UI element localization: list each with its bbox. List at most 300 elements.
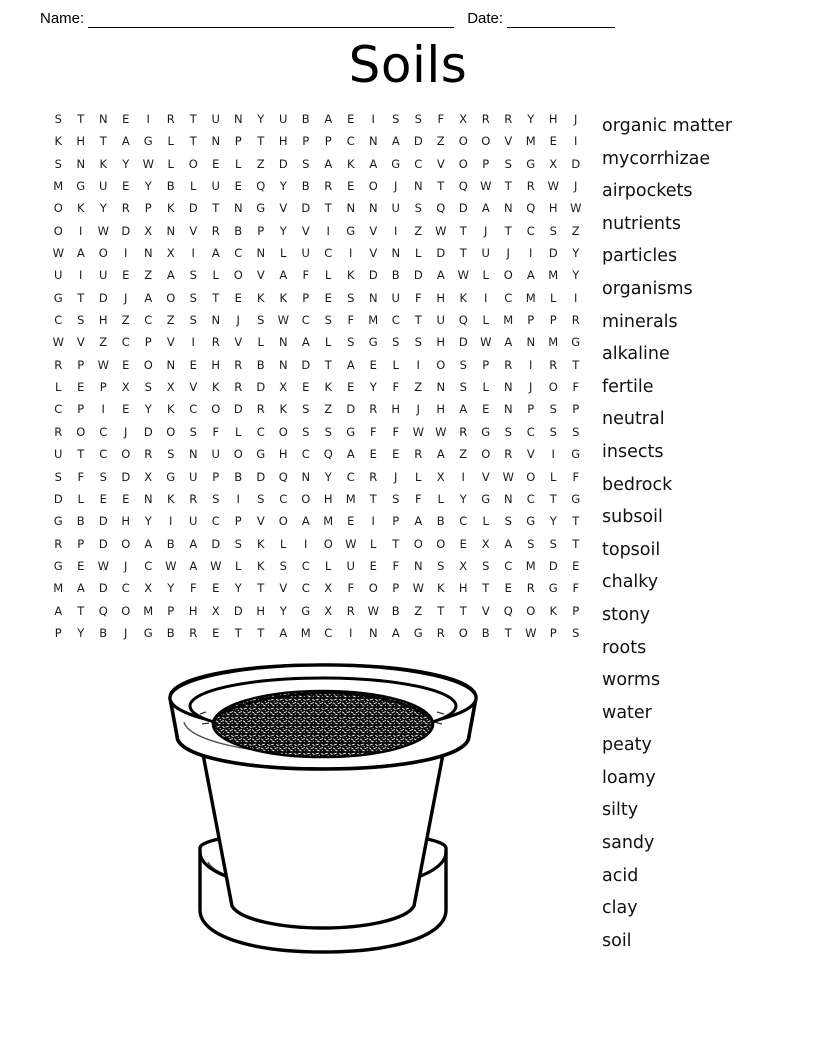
grid-letter[interactable]: O xyxy=(458,625,468,640)
grid-letter[interactable]: C xyxy=(301,447,310,462)
grid-letter[interactable]: R xyxy=(234,357,243,372)
grid-letter[interactable]: J xyxy=(124,424,128,439)
grid-letter[interactable]: A xyxy=(504,335,513,350)
grid-letter[interactable]: S xyxy=(482,558,490,573)
grid-letter[interactable]: Q xyxy=(458,179,468,194)
grid-letter[interactable]: S xyxy=(189,313,197,328)
grid-letter[interactable]: A xyxy=(391,625,400,640)
word-list-item[interactable]: stony xyxy=(602,604,651,625)
grid-letter[interactable]: Q xyxy=(278,469,288,484)
grid-letter[interactable]: W xyxy=(345,536,357,551)
grid-letter[interactable]: O xyxy=(166,290,176,305)
grid-letter[interactable]: G xyxy=(481,491,491,506)
grid-letter[interactable]: K xyxy=(256,558,265,573)
grid-letter[interactable]: G xyxy=(481,424,491,439)
grid-letter[interactable]: K xyxy=(549,603,558,618)
grid-letter[interactable]: T xyxy=(257,581,265,596)
grid-letter[interactable]: W xyxy=(142,156,154,171)
grid-letter[interactable]: E xyxy=(122,402,130,417)
grid-letter[interactable]: L xyxy=(482,313,489,328)
grid-letter[interactable]: L xyxy=(392,357,399,372)
grid-letter[interactable]: M xyxy=(53,581,64,596)
grid-letter[interactable]: N xyxy=(301,469,311,484)
grid-letter[interactable]: K xyxy=(99,156,108,171)
grid-letter[interactable]: D xyxy=(278,156,288,171)
grid-letter[interactable]: H xyxy=(436,290,446,305)
grid-letter[interactable]: E xyxy=(234,179,242,194)
grid-letter[interactable]: L xyxy=(167,134,174,149)
grid-letter[interactable]: O xyxy=(436,357,446,372)
grid-letter[interactable]: Z xyxy=(414,603,423,618)
grid-letter[interactable]: I xyxy=(416,357,420,372)
grid-letter[interactable]: F xyxy=(302,268,310,283)
grid-letter[interactable]: S xyxy=(257,313,265,328)
grid-letter[interactable]: E xyxy=(122,491,130,506)
grid-letter[interactable]: O xyxy=(481,134,491,149)
grid-letter[interactable]: P xyxy=(549,313,557,328)
grid-letter[interactable]: S xyxy=(144,380,152,395)
grid-letter[interactable]: T xyxy=(257,134,265,149)
grid-letter[interactable]: B xyxy=(436,514,445,529)
grid-letter[interactable]: O xyxy=(233,447,243,462)
grid-letter[interactable]: R xyxy=(324,179,333,194)
grid-letter[interactable]: S xyxy=(572,424,580,439)
grid-letter[interactable]: G xyxy=(143,134,153,149)
grid-letter[interactable]: Z xyxy=(256,156,265,171)
grid-letter[interactable]: T xyxy=(77,603,85,618)
grid-letter[interactable]: L xyxy=(437,491,444,506)
grid-letter[interactable]: I xyxy=(574,134,578,149)
grid-letter[interactable]: O xyxy=(323,536,333,551)
grid-letter[interactable]: W xyxy=(277,313,289,328)
grid-letter[interactable]: P xyxy=(144,201,152,216)
grid-letter[interactable]: A xyxy=(121,134,130,149)
grid-letter[interactable]: W xyxy=(502,469,514,484)
grid-letter[interactable]: R xyxy=(504,357,513,372)
grid-letter[interactable]: A xyxy=(436,268,445,283)
grid-letter[interactable]: J xyxy=(124,558,128,573)
grid-letter[interactable]: F xyxy=(369,424,377,439)
grid-letter[interactable]: I xyxy=(304,536,308,551)
grid-letter[interactable]: Y xyxy=(257,112,265,126)
grid-letter[interactable]: D xyxy=(458,335,468,350)
grid-letter[interactable]: W xyxy=(457,268,469,283)
grid-letter[interactable]: H xyxy=(548,112,558,126)
grid-letter[interactable]: P xyxy=(302,134,310,149)
grid-letter[interactable]: Z xyxy=(571,223,580,238)
grid-letter[interactable]: X xyxy=(481,536,490,551)
word-list-item[interactable]: nutrients xyxy=(602,213,681,234)
word-list-item[interactable]: minerals xyxy=(602,311,678,332)
grid-letter[interactable]: A xyxy=(144,536,153,551)
grid-letter[interactable]: E xyxy=(302,380,310,395)
grid-letter[interactable]: U xyxy=(54,268,63,283)
grid-letter[interactable]: E xyxy=(234,290,242,305)
grid-letter[interactable]: P xyxy=(482,156,490,171)
grid-letter[interactable]: T xyxy=(324,357,332,372)
grid-letter[interactable]: S xyxy=(167,447,175,462)
grid-letter[interactable]: F xyxy=(77,469,85,484)
grid-letter[interactable]: G xyxy=(256,447,266,462)
grid-letter[interactable]: F xyxy=(189,581,197,596)
grid-letter[interactable]: T xyxy=(572,357,580,372)
grid-letter[interactable]: A xyxy=(414,514,423,529)
grid-letter[interactable]: N xyxy=(256,246,266,261)
grid-letter[interactable]: A xyxy=(279,625,288,640)
word-list-item[interactable]: chalky xyxy=(602,572,659,593)
grid-letter[interactable]: D xyxy=(256,469,266,484)
grid-letter[interactable]: O xyxy=(166,424,176,439)
grid-letter[interactable]: O xyxy=(121,536,131,551)
grid-letter[interactable]: Q xyxy=(98,603,108,618)
grid-letter[interactable]: H xyxy=(278,134,288,149)
grid-letter[interactable]: G xyxy=(526,156,536,171)
grid-letter[interactable]: A xyxy=(324,156,333,171)
grid-letter[interactable]: V xyxy=(481,469,490,484)
grid-letter[interactable]: Y xyxy=(572,246,580,261)
word-list-item[interactable]: silty xyxy=(602,800,639,821)
grid-letter[interactable]: S xyxy=(324,313,332,328)
grid-letter[interactable]: O xyxy=(413,536,423,551)
grid-letter[interactable]: E xyxy=(459,536,467,551)
grid-letter[interactable]: P xyxy=(99,380,107,395)
grid-letter[interactable]: D xyxy=(413,134,423,149)
grid-letter[interactable]: Z xyxy=(414,223,423,238)
grid-letter[interactable]: A xyxy=(504,536,513,551)
grid-letter[interactable]: E xyxy=(347,514,355,529)
grid-letter[interactable]: P xyxy=(144,335,152,350)
grid-letter[interactable]: P xyxy=(77,536,85,551)
grid-letter[interactable]: R xyxy=(189,491,198,506)
grid-letter[interactable]: I xyxy=(371,112,375,126)
grid-letter[interactable]: D xyxy=(436,246,446,261)
grid-letter[interactable]: S xyxy=(549,223,557,238)
grid-letter[interactable]: T xyxy=(234,625,242,640)
grid-letter[interactable]: O xyxy=(98,246,108,261)
grid-letter[interactable]: B xyxy=(76,514,85,529)
grid-letter[interactable]: M xyxy=(525,558,536,573)
grid-letter[interactable]: R xyxy=(189,625,198,640)
grid-letter[interactable]: G xyxy=(368,335,378,350)
grid-letter[interactable]: F xyxy=(212,424,220,439)
grid-letter[interactable]: K xyxy=(436,581,445,596)
grid-letter[interactable]: R xyxy=(459,424,468,439)
grid-letter[interactable]: A xyxy=(346,447,355,462)
grid-letter[interactable]: I xyxy=(326,223,330,238)
grid-letter[interactable]: H xyxy=(121,514,131,529)
grid-letter[interactable]: P xyxy=(212,469,220,484)
grid-letter[interactable]: X xyxy=(459,558,468,573)
grid-letter[interactable]: Y xyxy=(527,112,535,126)
grid-letter[interactable]: I xyxy=(101,402,105,417)
grid-letter[interactable]: K xyxy=(166,402,175,417)
grid-letter[interactable]: B xyxy=(166,536,175,551)
grid-letter[interactable]: D xyxy=(98,514,108,529)
grid-letter[interactable]: T xyxy=(504,223,512,238)
grid-letter[interactable]: N xyxy=(503,380,513,395)
grid-letter[interactable]: C xyxy=(54,313,63,328)
grid-letter[interactable]: G xyxy=(256,201,266,216)
grid-letter[interactable]: Q xyxy=(323,447,333,462)
grid-letter[interactable]: K xyxy=(76,201,85,216)
grid-letter[interactable]: K xyxy=(211,380,220,395)
grid-letter[interactable]: W xyxy=(412,424,424,439)
grid-letter[interactable]: H xyxy=(436,402,446,417)
grid-letter[interactable]: W xyxy=(547,179,559,194)
grid-letter[interactable]: R xyxy=(504,112,513,126)
grid-letter[interactable]: P xyxy=(549,625,557,640)
grid-letter[interactable]: W xyxy=(97,558,109,573)
grid-letter[interactable]: S xyxy=(54,156,62,171)
grid-letter[interactable]: S xyxy=(279,558,287,573)
grid-letter[interactable]: I xyxy=(529,357,533,372)
grid-letter[interactable]: K xyxy=(279,402,288,417)
grid-letter[interactable]: N xyxy=(278,357,288,372)
grid-letter[interactable]: W xyxy=(480,335,492,350)
grid-letter[interactable]: H xyxy=(98,313,108,328)
grid-letter[interactable]: O xyxy=(436,536,446,551)
grid-letter[interactable]: N xyxy=(436,380,446,395)
grid-letter[interactable]: A xyxy=(189,536,198,551)
grid-letter[interactable]: T xyxy=(189,112,197,126)
grid-letter[interactable]: U xyxy=(391,290,400,305)
grid-letter[interactable]: C xyxy=(256,424,265,439)
grid-letter[interactable]: L xyxy=(235,558,242,573)
grid-letter[interactable]: E xyxy=(347,112,355,126)
grid-letter[interactable]: C xyxy=(234,246,243,261)
grid-letter[interactable]: H xyxy=(256,603,266,618)
word-list-item[interactable]: mycorrhizae xyxy=(602,148,711,169)
grid-letter[interactable]: Y xyxy=(572,268,580,283)
grid-letter[interactable]: G xyxy=(166,469,176,484)
grid-letter[interactable]: T xyxy=(77,290,85,305)
grid-letter[interactable]: V xyxy=(279,581,288,596)
grid-letter[interactable]: C xyxy=(211,514,220,529)
grid-letter[interactable]: A xyxy=(324,112,333,126)
grid-letter[interactable]: T xyxy=(414,313,422,328)
grid-letter[interactable]: F xyxy=(572,380,580,395)
word-list-item[interactable]: particles xyxy=(602,246,678,267)
word-list-item[interactable]: fertile xyxy=(602,376,654,397)
grid-letter[interactable]: T xyxy=(482,581,490,596)
grid-letter[interactable]: Y xyxy=(144,402,152,417)
grid-letter[interactable]: B xyxy=(256,357,265,372)
grid-letter[interactable]: I xyxy=(529,246,533,261)
grid-letter[interactable]: A xyxy=(279,268,288,283)
grid-letter[interactable]: X xyxy=(144,581,153,596)
grid-letter[interactable]: S xyxy=(189,424,197,439)
grid-letter[interactable]: X xyxy=(144,469,153,484)
grid-letter[interactable]: W xyxy=(52,246,64,261)
grid-letter[interactable]: K xyxy=(256,290,265,305)
grid-letter[interactable]: R xyxy=(256,402,265,417)
grid-letter[interactable]: D xyxy=(301,357,311,372)
grid-letter[interactable]: B xyxy=(166,625,175,640)
grid-letter[interactable]: T xyxy=(77,447,85,462)
grid-letter[interactable]: R xyxy=(211,335,220,350)
grid-letter[interactable]: U xyxy=(211,447,220,462)
grid-letter[interactable]: G xyxy=(548,581,558,596)
grid-letter[interactable]: Q xyxy=(458,313,468,328)
grid-letter[interactable]: A xyxy=(189,558,198,573)
grid-letter[interactable]: O xyxy=(76,424,86,439)
grid-letter[interactable]: L xyxy=(550,469,557,484)
grid-letter[interactable]: T xyxy=(459,223,467,238)
grid-letter[interactable]: W xyxy=(435,223,447,238)
grid-letter[interactable]: V xyxy=(189,223,198,238)
grid-letter[interactable]: D xyxy=(548,246,558,261)
grid-letter[interactable]: E xyxy=(324,290,332,305)
grid-letter[interactable]: U xyxy=(189,469,198,484)
grid-letter[interactable]: C xyxy=(346,134,355,149)
grid-letter[interactable]: T xyxy=(212,201,220,216)
grid-letter[interactable]: E xyxy=(99,491,107,506)
grid-letter[interactable]: R xyxy=(54,357,63,372)
grid-letter[interactable]: K xyxy=(256,536,265,551)
grid-letter[interactable]: O xyxy=(526,469,536,484)
grid-letter[interactable]: P xyxy=(527,313,535,328)
grid-letter[interactable]: N xyxy=(188,447,198,462)
grid-letter[interactable]: N xyxy=(503,491,513,506)
grid-letter[interactable]: H xyxy=(211,357,221,372)
grid-letter[interactable]: C xyxy=(121,581,130,596)
grid-letter[interactable]: S xyxy=(234,536,242,551)
grid-letter[interactable]: O xyxy=(233,268,243,283)
grid-letter[interactable]: P xyxy=(482,357,490,372)
grid-letter[interactable]: N xyxy=(211,134,221,149)
grid-letter[interactable]: O xyxy=(368,581,378,596)
grid-letter[interactable]: Q xyxy=(256,179,266,194)
grid-letter[interactable]: E xyxy=(347,179,355,194)
grid-letter[interactable]: P xyxy=(302,290,310,305)
date-blank-line[interactable] xyxy=(507,13,615,28)
grid-letter[interactable]: H xyxy=(436,335,446,350)
grid-letter[interactable]: L xyxy=(235,424,242,439)
grid-letter[interactable]: Q xyxy=(436,201,446,216)
word-list-item[interactable]: acid xyxy=(602,865,639,886)
grid-letter[interactable]: J xyxy=(529,380,533,395)
grid-letter[interactable]: U xyxy=(391,201,400,216)
grid-letter[interactable]: Z xyxy=(459,447,468,462)
word-list-item[interactable]: peaty xyxy=(602,735,652,756)
grid-letter[interactable]: C xyxy=(459,514,468,529)
grid-letter[interactable]: W xyxy=(97,223,109,238)
grid-letter[interactable]: B xyxy=(166,179,175,194)
grid-letter[interactable]: G xyxy=(571,491,581,506)
grid-letter[interactable]: B xyxy=(391,268,400,283)
grid-letter[interactable]: D xyxy=(53,491,63,506)
grid-letter[interactable]: E xyxy=(369,447,377,462)
grid-letter[interactable]: I xyxy=(461,469,465,484)
grid-letter[interactable]: E xyxy=(482,402,490,417)
grid-letter[interactable]: S xyxy=(347,290,355,305)
grid-letter[interactable]: M xyxy=(548,268,559,283)
grid-letter[interactable]: M xyxy=(345,491,356,506)
grid-letter[interactable]: E xyxy=(77,380,85,395)
grid-letter[interactable]: I xyxy=(191,246,195,261)
grid-letter[interactable]: S xyxy=(302,156,310,171)
word-list-item[interactable]: worms xyxy=(602,670,661,691)
grid-letter[interactable]: S xyxy=(414,201,422,216)
grid-letter[interactable]: R xyxy=(436,625,445,640)
grid-letter[interactable]: V xyxy=(481,603,490,618)
grid-letter[interactable]: W xyxy=(367,603,379,618)
grid-letter[interactable]: X xyxy=(324,581,333,596)
word-list-item[interactable]: organic matter xyxy=(602,116,733,136)
grid-letter[interactable]: Y xyxy=(99,201,107,216)
grid-letter[interactable]: I xyxy=(124,246,128,261)
grid-letter[interactable]: T xyxy=(99,134,107,149)
grid-letter[interactable]: A xyxy=(76,581,85,596)
grid-letter[interactable]: S xyxy=(414,335,422,350)
grid-letter[interactable]: H xyxy=(458,581,468,596)
grid-letter[interactable]: O xyxy=(278,514,288,529)
grid-letter[interactable]: C xyxy=(144,313,153,328)
grid-letter[interactable]: S xyxy=(504,424,512,439)
grid-letter[interactable]: K xyxy=(346,268,355,283)
grid-letter[interactable]: S xyxy=(414,112,422,126)
grid-letter[interactable]: S xyxy=(302,402,310,417)
grid-letter[interactable]: E xyxy=(122,112,130,126)
grid-letter[interactable]: Q xyxy=(503,603,513,618)
grid-letter[interactable]: G xyxy=(571,447,581,462)
grid-letter[interactable]: E xyxy=(212,625,220,640)
grid-letter[interactable]: Y xyxy=(324,469,332,484)
grid-letter[interactable]: C xyxy=(121,335,130,350)
grid-letter[interactable]: Z xyxy=(436,134,445,149)
grid-letter[interactable]: L xyxy=(280,246,287,261)
grid-letter[interactable]: F xyxy=(572,581,580,596)
grid-letter[interactable]: Y xyxy=(77,625,85,640)
grid-letter[interactable]: C xyxy=(301,581,310,596)
grid-letter[interactable]: K xyxy=(166,491,175,506)
grid-letter[interactable]: F xyxy=(437,112,445,126)
grid-letter[interactable]: O xyxy=(301,491,311,506)
grid-letter[interactable]: I xyxy=(191,335,195,350)
grid-letter[interactable]: S xyxy=(77,313,85,328)
grid-letter[interactable]: C xyxy=(54,402,63,417)
grid-letter[interactable]: J xyxy=(124,625,128,640)
grid-letter[interactable]: N xyxy=(278,335,288,350)
grid-letter[interactable]: C xyxy=(526,223,535,238)
grid-letter[interactable]: F xyxy=(392,380,400,395)
grid-letter[interactable]: G xyxy=(143,625,153,640)
grid-letter[interactable]: I xyxy=(574,290,578,305)
grid-letter[interactable]: D xyxy=(458,201,468,216)
grid-letter[interactable]: O xyxy=(121,603,131,618)
grid-letter[interactable]: S xyxy=(437,558,445,573)
grid-letter[interactable]: Y xyxy=(279,223,287,238)
grid-letter[interactable]: C xyxy=(391,313,400,328)
grid-letter[interactable]: J xyxy=(506,246,510,261)
grid-letter[interactable]: H xyxy=(391,402,401,417)
grid-letter[interactable]: L xyxy=(55,380,62,395)
grid-letter[interactable]: V xyxy=(279,201,288,216)
grid-letter[interactable]: U xyxy=(211,179,220,194)
grid-letter[interactable]: R xyxy=(121,201,130,216)
grid-letter[interactable]: D xyxy=(233,402,243,417)
grid-letter[interactable]: Y xyxy=(144,179,152,194)
grid-letter[interactable]: T xyxy=(437,603,445,618)
grid-letter[interactable]: H xyxy=(323,491,333,506)
grid-letter[interactable]: B xyxy=(481,625,490,640)
word-list-item[interactable]: insects xyxy=(602,441,664,462)
grid-letter[interactable]: B xyxy=(234,469,243,484)
grid-letter[interactable]: T xyxy=(212,290,220,305)
grid-letter[interactable]: G xyxy=(526,514,536,529)
grid-letter[interactable]: O xyxy=(143,357,153,372)
grid-letter[interactable]: X xyxy=(166,380,175,395)
